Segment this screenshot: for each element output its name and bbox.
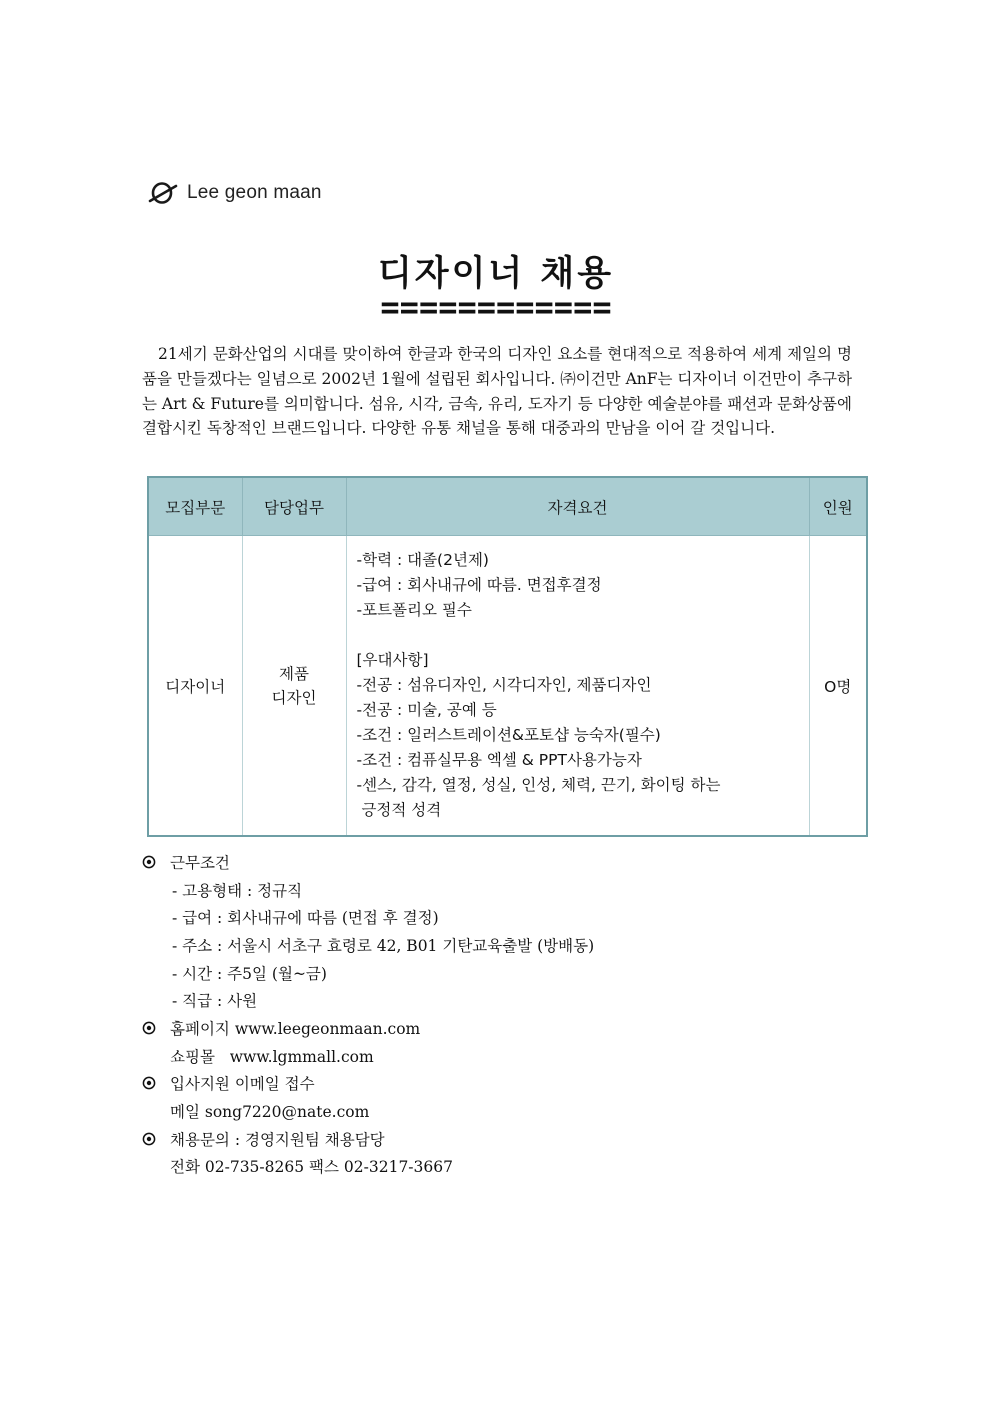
header-headcount: 인원	[809, 477, 867, 536]
bullet-icon	[142, 855, 170, 869]
logo-text: Lee geon maan	[187, 182, 322, 203]
cell-requirements	[346, 536, 809, 837]
bullet-icon	[142, 1076, 170, 1090]
requirement-line: -급여 : 회사내규에 따름. 면접후결정	[356, 576, 602, 594]
logo-mark-icon	[148, 179, 178, 207]
section-homepage	[142, 1014, 862, 1042]
cell-headcount: O명	[809, 536, 867, 837]
work-item: - 시간 : 주5일 (월~금)	[172, 964, 327, 983]
intro-paragraph	[142, 342, 852, 441]
header-category: 모집부문	[148, 477, 242, 536]
header-duty: 담당업무	[242, 477, 346, 536]
apply-heading: 입사지원 이메일 접수	[170, 1075, 315, 1094]
page-title: 디자이너 채용	[377, 254, 615, 294]
work-heading: 근무조건	[170, 853, 230, 872]
title-underline: ============	[380, 288, 612, 326]
shopping-mall-link[interactable]: 쇼핑몰 www.lgmmall.com	[170, 1047, 374, 1066]
requirement-line: -전공 : 미술, 공예 등	[356, 701, 497, 719]
duty-line: 제품	[279, 664, 309, 683]
work-item: - 고용형태 : 정규직	[172, 881, 303, 900]
apply-email[interactable]: 메일 song7220@nate.com	[170, 1103, 370, 1122]
requirement-line: -포트폴리오 필수	[356, 601, 472, 619]
requirement-spacer	[357, 623, 797, 648]
header-requirements: 자격요건	[346, 477, 809, 536]
bullet-icon	[142, 1132, 170, 1146]
table-row	[148, 536, 867, 837]
work-item: - 직급 : 사원	[172, 992, 258, 1011]
requirement-line: 긍정적 성격	[356, 801, 442, 819]
recruitment-table	[147, 476, 868, 837]
requirement-line: -전공 : 섬유디자인, 시각디자인, 제품디자인	[356, 676, 652, 694]
company-logo	[148, 176, 322, 210]
bullet-icon	[142, 1021, 170, 1035]
homepage-link[interactable]: 홈페이지 www.leegeonmaan.com	[170, 1019, 421, 1038]
requirement-line: -조건 : 컴퓨실무용 엑셀 & PPT사용가능자	[356, 751, 642, 769]
requirement-line: -조건 : 일러스트레이션&포토샵 능숙자(필수)	[356, 726, 661, 744]
section-apply	[142, 1070, 862, 1098]
intro-text: 21세기 문화산업의 시대를 맞이하여 한글과 한국의 디자인 요소를 현대적으로 적용하여 세계 제일의 명품을 만들겠다는 일념으로 2002년 1월에 설립된 회사입니다. ㈜이건만 AnF는 디자이너 이건만이 추구하는 Art & Future를 의미합니다. 섬유, 시각, 금속, 유리, 도자기 등 다양한 예술분야를 패션과 문화상품에 결합시킨 독창적인 브랜드입니다. 다양한 유통 채널을 통해 대중과의 만남을 이어 갈 것입니다.	[142, 345, 852, 438]
requirement-line: -센스, 감각, 열정, 성실, 인성, 체력, 끈기, 화이팅 하는	[356, 776, 721, 794]
table-header-row	[148, 477, 867, 536]
conditions-section	[142, 848, 862, 1180]
contact-heading: 채용문의 : 경영지원팀 채용담당	[170, 1130, 385, 1149]
requirement-line: -학력 : 대졸(2년제)	[356, 551, 489, 569]
section-contact	[142, 1125, 862, 1153]
requirement-line: [우대사항]	[356, 651, 429, 669]
cell-duty	[242, 536, 346, 837]
contact-phone-fax: 전화 02-735-8265 팩스 02-3217-3667	[170, 1158, 453, 1177]
work-item: - 급여 : 회사내규에 따름 (면접 후 결정)	[172, 909, 439, 928]
cell-category: 디자이너	[148, 536, 242, 837]
duty-line: 디자인	[271, 688, 317, 707]
section-work-heading	[142, 848, 862, 876]
work-item: - 주소 : 서울시 서초구 효령로 42, B01 기탄교육출발 (방배동)	[172, 936, 595, 955]
